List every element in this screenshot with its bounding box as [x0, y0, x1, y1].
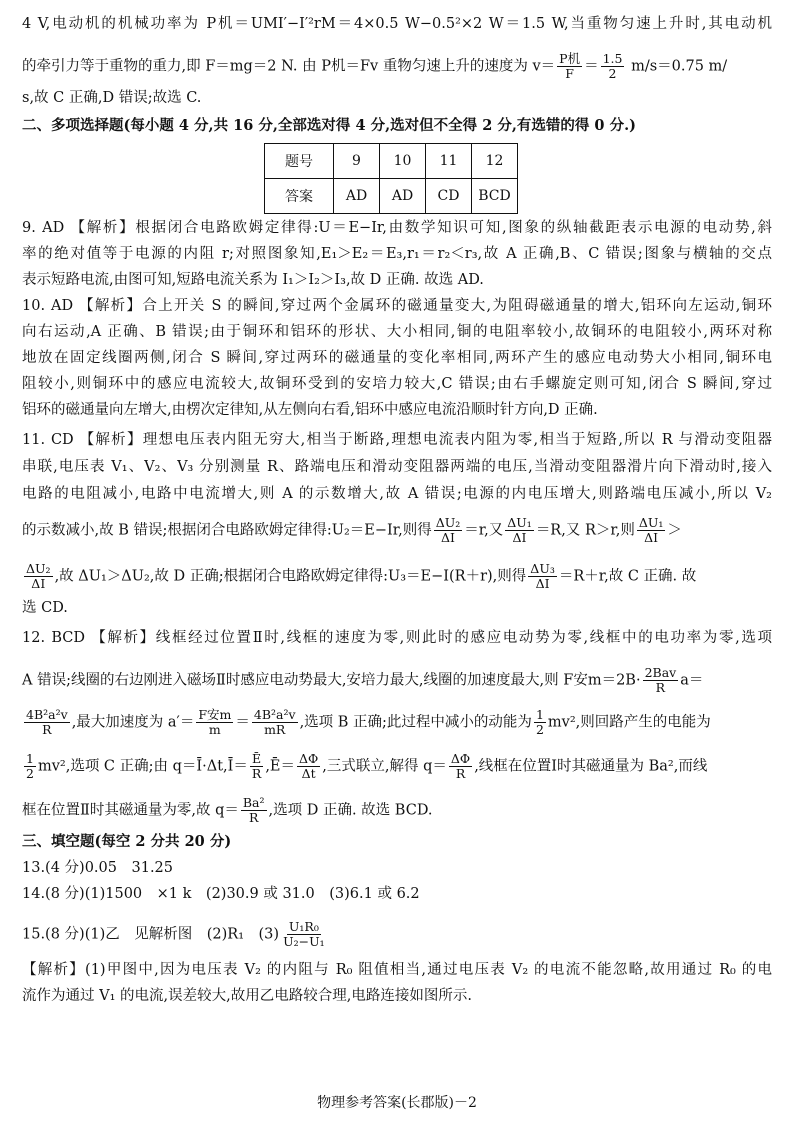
table-header-cell: 答案 — [265, 179, 334, 214]
text-segment: ,选项 D 正确. 故选 BCD. — [268, 802, 433, 819]
fraction-denominator: R — [251, 766, 262, 781]
fraction — [250, 752, 263, 781]
text-line: 流作为通过 V₁ 的电流,误差较大,故用乙电路较合理,电路连接如图所示. — [22, 988, 472, 1004]
table-cell: CD — [426, 179, 472, 214]
fraction-numerator: ΔU₁ — [638, 515, 664, 530]
fraction-numerator: 1 — [26, 751, 34, 766]
text-line: 4 V,电动机的机械功率为 P机＝UMI′−I′²rM＝4×0.5 W−0.5²×2 W＝1.5 W,当重物匀速上升时,其电动机 — [22, 16, 772, 32]
text-segment: ,三式联立,解得 q＝ — [322, 758, 447, 775]
fraction — [505, 516, 534, 545]
fraction-numerator: 1 — [535, 707, 544, 722]
text-segment: mv²,则回路产生的电能为 — [547, 714, 711, 731]
section-heading: 二、多项选择题(每小题 4 分,共 16 分,全部选对得 4 分,选对但不全得 2 分,有选错的得 0 分.) — [22, 117, 636, 134]
fraction-numerator: ΔU₃ — [530, 561, 555, 576]
text-segment: 的示数减小,故 B 错误;根据闭合电路欧姆定律得:U₂＝E−Ir,则得 — [22, 522, 432, 539]
fraction — [281, 920, 327, 949]
table-cell: AD — [334, 179, 380, 214]
table-row — [265, 144, 518, 179]
text-line: 阻较小,则铜环中的感应电流较大,故铜环受到的安培力较大,C 错误;由右手螺旋定则可知,闭合 S 瞬间,穿过 — [22, 376, 772, 392]
fraction — [252, 708, 298, 737]
fraction-denominator: R — [248, 810, 259, 825]
fraction-numerator: U₁R₀ — [288, 919, 319, 934]
text-segment: ＝ — [584, 58, 599, 75]
text-line — [22, 516, 772, 545]
text-line: 9. AD 【解析】根据闭合电路欧姆定律得:U＝E−Ir,由数学知识可知,图象的纵轴截距表示电源的电动势,斜 — [22, 220, 772, 236]
fraction-denominator: U₂−U₁ — [283, 934, 325, 949]
fraction — [557, 52, 582, 81]
text-line — [22, 52, 772, 81]
fraction-numerator: ΔU₁ — [507, 515, 532, 530]
fraction-denominator: ΔI — [441, 530, 455, 545]
fraction-denominator: 2 — [26, 766, 34, 781]
table-cell: BCD — [472, 179, 518, 214]
text-line: 地放在固定线圈两侧,闭合 S 瞬间,穿过两环的磁通量的变化率相同,两环产生的感应电动势大小相同,铜环电 — [22, 350, 772, 366]
text-line: 串联,电压表 V₁、V₂、V₃ 分别测量 R、路端电压和滑动变阻器两端的电压,当滑动变阻器滑片向下滑动时,接入 — [22, 459, 772, 475]
fraction-denominator: R — [455, 766, 466, 781]
text-line: 11. CD 【解析】理想电压表内阻无穷大,相当于断路,理想电流表内阻为零,相当于短路,所以 R 与滑动变阻器 — [22, 432, 772, 448]
fraction-denominator: ΔI — [31, 576, 46, 591]
fraction-denominator: ΔI — [644, 530, 659, 545]
text-segment: 框在位置Ⅱ时其磁通量为零,故 q＝ — [22, 802, 239, 819]
text-segment: mv²,选项 C 正确;由 q＝Ī·Δt,Ī＝ — [37, 758, 248, 775]
text-segment: ,最大加速度为 a′＝ — [71, 714, 195, 731]
text-segment: ,选项 B 正确;此过程中减小的动能为 — [299, 714, 532, 731]
fraction-numerator: 4B²a²v — [26, 707, 68, 722]
table-cell: AD — [380, 179, 426, 214]
text-line: 14.(8 分)(1)1500 ×1 k (2)30.9 或 31.0 (3)6.1 或 6.2 — [22, 886, 420, 902]
fraction — [24, 708, 70, 737]
fraction-numerator: 1.5 — [602, 51, 623, 66]
text-line: 电路的电阻减小,电路中电流增大,则 A 的示数增大,故 A 错误;电源的内电压增大,则路端电压减小,所以 V₂ — [22, 486, 772, 502]
text-line — [22, 666, 772, 695]
text-line — [22, 920, 772, 949]
fraction-numerator: 4B²a²v — [253, 707, 296, 722]
table-cell: 11 — [426, 144, 472, 179]
text-segment: A 错误;线圈的右边刚进入磁场Ⅱ时感应电动势最大,安培力最大,线圈的加速度最大,则 F安m＝2B· — [22, 672, 641, 689]
table-cell: 12 — [472, 144, 518, 179]
fraction-denominator: Δt — [301, 766, 316, 781]
text-line — [22, 562, 772, 591]
text-line: 铝环的磁通量向左增大,由楞次定律知,从左侧向右看,铝环中感应电流沿顺时针方向,D 正确. — [22, 402, 598, 418]
text-line: 12. BCD 【解析】线框经过位置Ⅱ时,线框的速度为零,则此时的感应电动势为零,线框中的电功率为零,选项 — [22, 630, 772, 646]
text-segment: ,Ē＝ — [265, 758, 296, 775]
text-segment: ＝R,又 R＞r,则 — [535, 522, 635, 539]
fraction-denominator: 2 — [535, 722, 544, 737]
table-cell: 10 — [380, 144, 426, 179]
fraction — [241, 796, 267, 825]
fraction — [601, 52, 625, 81]
fraction-denominator: 2 — [608, 66, 617, 81]
fraction-numerator: ΔU₂ — [26, 561, 51, 576]
fraction — [24, 562, 53, 591]
text-line: 10. AD 【解析】合上开关 S 的瞬间,穿过两个金属环的磁通量变大,为阻碍磁通量的增大,铝环向左运动,铜环 — [22, 298, 772, 314]
fraction — [196, 708, 233, 737]
text-line: 【解析】(1)甲图中,因为电压表 V₂ 的内阻与 R₀ 阻值相当,通过电压表 V₂ 的电流不能忽略,故用通过 R₀ 的电 — [22, 962, 772, 978]
text-line: s,故 C 正确,D 错误;故选 C. — [22, 90, 202, 106]
fraction-numerator: ΔΦ — [299, 751, 319, 766]
fraction — [24, 752, 36, 781]
text-line: 选 CD. — [22, 600, 68, 616]
text-line: 率的绝对值等于电源的内阻 r;对照图象知,E₁＞E₂＝E₃,r₁＝r₂＜r₃,故 A 正确,B、C 错误;图象与横轴的交点 — [22, 246, 772, 262]
fraction — [528, 562, 557, 591]
text-line: 13.(4 分)0.05 31.25 — [22, 860, 174, 876]
fraction-numerator: Ē — [252, 751, 262, 766]
text-segment: 15.(8 分)(1)乙 见解析图 (2)R₁ (3) — [22, 926, 280, 943]
text-segment: ,故 ΔU₁＞ΔU₂,故 D 正确;根据闭合电路欧姆定律得:U₃＝E−I(R＋r),则得 — [54, 568, 527, 585]
fraction — [297, 752, 320, 781]
text-segment: a＝ — [680, 672, 704, 689]
table-header-cell: 题号 — [265, 144, 334, 179]
fraction — [434, 516, 463, 545]
table-cell: 9 — [334, 144, 380, 179]
fraction-numerator: Ba² — [242, 795, 265, 810]
text-line — [22, 796, 772, 825]
fraction-numerator: F安m — [198, 707, 232, 722]
fraction — [637, 516, 666, 545]
fraction-numerator: 2Bav — [644, 665, 677, 680]
fraction-denominator: F — [565, 66, 574, 81]
text-segment: ,线框在位置Ⅰ时其磁通量为 Ba²,而线 — [474, 758, 708, 775]
fraction-numerator: P机 — [559, 51, 581, 66]
text-line: 向右运动,A 正确、B 错误;由于铜环和铝环的形状、大小相同,铜的电阻率较小,故铜环的电阻较小,两环对称 — [22, 324, 772, 340]
section-heading: 三、填空题(每空 2 分共 20 分) — [22, 833, 232, 850]
page-footer: 物理参考答案(长郡版)－2 — [317, 1095, 477, 1111]
table-row — [265, 179, 518, 214]
fraction-numerator: ΔU₂ — [435, 515, 461, 530]
fraction — [534, 708, 546, 737]
text-segment: 的牵引力等于重物的重力,即 F＝mg＝2 N. 由 P机＝Fv 重物匀速上升的速度为 v＝ — [22, 58, 556, 75]
text-segment: m/s＝0.75 m/ — [626, 58, 728, 75]
text-segment: ＝r,又 — [464, 522, 504, 539]
fraction-denominator: m — [208, 722, 221, 737]
fraction-denominator: mR — [264, 722, 286, 737]
fraction — [449, 752, 472, 781]
text-segment: ＝R＋r,故 C 正确. 故 — [558, 568, 697, 585]
fraction-denominator: ΔI — [535, 576, 550, 591]
text-line — [22, 708, 772, 737]
fraction-denominator: ΔI — [512, 530, 527, 545]
text-segment: ＝ — [235, 714, 250, 731]
text-line — [22, 752, 772, 781]
fraction-denominator: R — [42, 722, 52, 737]
text-segment: ＞ — [667, 522, 682, 539]
fraction — [643, 666, 679, 695]
fraction-denominator: R — [655, 680, 666, 695]
text-line: 表示短路电流,由图可知,短路电流关系为 I₁＞I₂＞I₃,故 D 正确. 故选 AD. — [22, 272, 484, 288]
fraction-numerator: ΔΦ — [450, 751, 471, 766]
answer-table — [264, 143, 518, 214]
